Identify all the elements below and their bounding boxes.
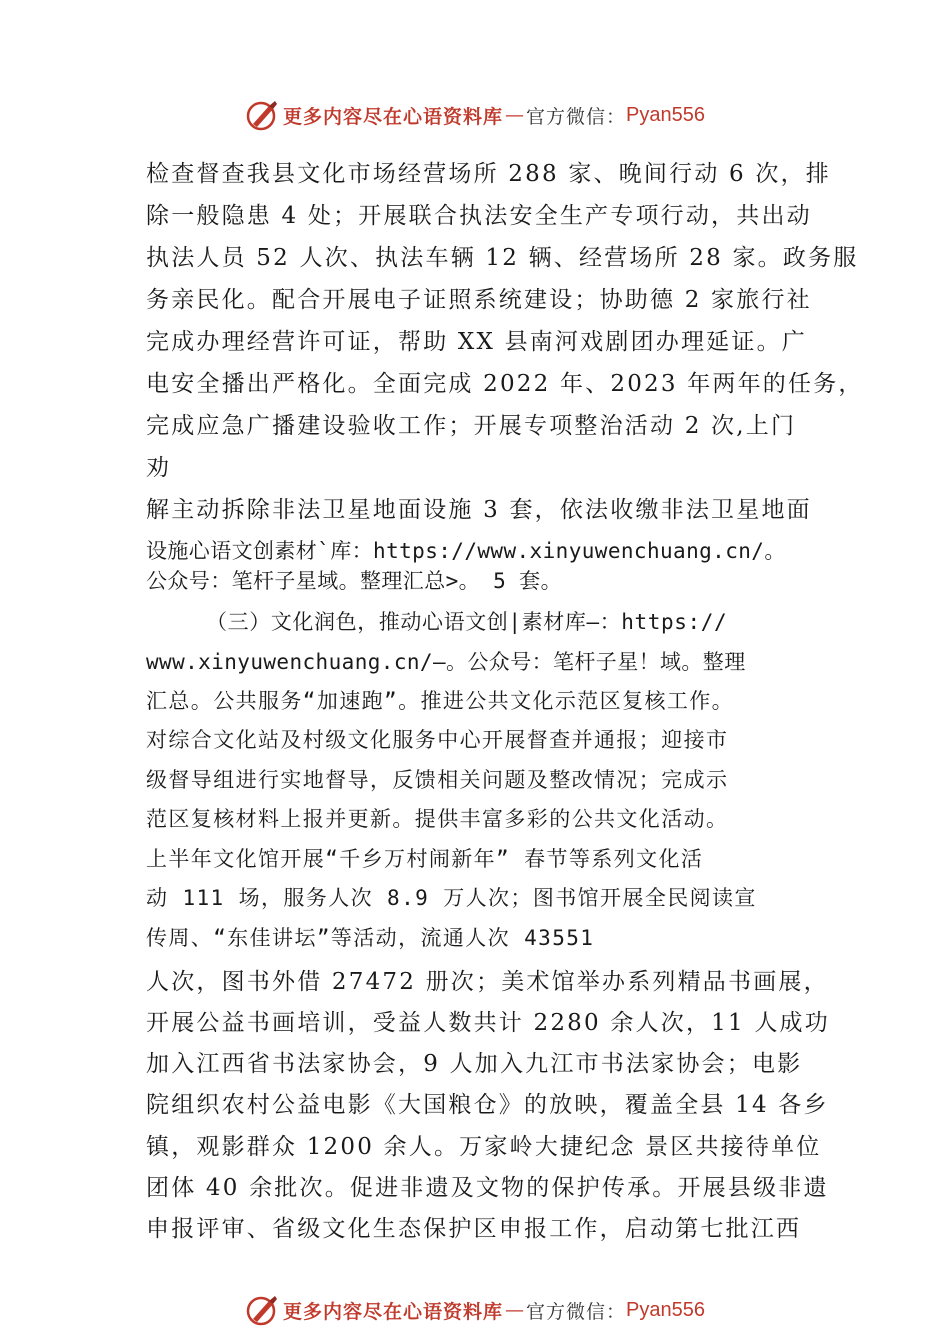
text-line: 团体 40 余批次。促进非遗及文物的保护传承。开展县级非遗 <box>146 1175 829 1201</box>
text-line: 务亲民化。配合开展电子证照系统建设；协助德 2 家旅行社 <box>146 287 812 313</box>
text-line: 除一般隐患 4 处；开展联合执法安全生产专项行动，共出动 <box>146 203 812 229</box>
text-line: 设施心语文创素材`库：https://www.xinyuwenchuang.cn/。 <box>146 539 786 563</box>
text-line: 汇总。公共服务“加速跑”。推进公共文化示范区复核工作。 <box>146 689 735 713</box>
text-line: 院组织农村公益电影《大国粮仓》的放映，覆盖全县 14 各乡 <box>146 1092 829 1118</box>
text-line: 公众号：笔杆子星域。整理汇总>。 5 套。 <box>146 569 562 593</box>
text-line: 范区复核材料上报并更新。提供丰富多彩的公共文化活动。 <box>146 807 729 831</box>
pen-logo-icon <box>245 98 279 132</box>
text-line: 动 111 场，服务人次 8.9 万人次；图书馆开展全民阅读宣 <box>146 886 757 910</box>
banner-dash: — <box>505 104 525 126</box>
text-line: 人次，图书外借 27472 册次；美术馆举办系列精品书画展， <box>146 969 829 995</box>
text-line: 加入江西省书法家协会，9 人加入九江市书法家协会；电影 <box>146 1051 803 1077</box>
footer-watermark <box>0 1290 950 1330</box>
text-line: 完成办理经营许可证，帮助 XX 县南河戏剧团办理延证。广 <box>146 329 807 355</box>
banner-text: 更多内容尽在心语资料库 <box>283 105 504 128</box>
text-line: 劝 <box>146 455 172 481</box>
text-line: 申报评审、省级文化生态保护区申报工作，启动第七批江西 <box>146 1216 802 1242</box>
text-line: 完成应急广播建设验收工作；开展专项整治活动 2 次,上门 <box>146 413 797 439</box>
text-line: （三）文化润色，推动心语文创|素材库—：https:// <box>206 610 728 634</box>
text-line: 检查督查我县文化市场经营场所 288 家、晚间行动 6 次，排 <box>146 161 831 187</box>
banner-wechat-label: 官方微信： <box>526 1300 627 1323</box>
text-line: 电安全播出严格化。全面完成 2022 年、2023 年两年的任务， <box>146 371 864 397</box>
banner-dash: — <box>505 1299 525 1321</box>
text-line: 对综合文化站及村级文化服务中心开展督查并通报；迎接市 <box>146 728 729 752</box>
text-line: 级督导组进行实地督导，反馈相关问题及整改情况；完成示 <box>146 768 729 792</box>
text-line: 开展公益书画培训，受益人数共计 2280 余人次，11 人成功 <box>146 1010 830 1036</box>
banner-wechat-label: 官方微信： <box>526 105 627 128</box>
pen-logo-icon <box>245 1293 279 1327</box>
text-line: www.xinyuwenchuang.cn/—。公众号：笔杆子星！域。整理 <box>146 650 746 674</box>
banner-text: 更多内容尽在心语资料库 <box>283 1300 504 1323</box>
text-line: 执法人员 52 人次、执法车辆 12 辆、经营场所 28 家。政务服 <box>146 245 859 271</box>
text-line: 镇，观影群众 1200 余人。万家岭大捷纪念 景区共接待单位 <box>146 1134 822 1160</box>
text-line: 上半年文化馆开展“千乡万村闹新年” 春节等系列文化活 <box>146 847 704 871</box>
text-line: 传周、“东佳讲坛”等活动，流通人次 43551 <box>146 926 595 950</box>
banner-wechat-id: Pyan556 <box>626 1298 705 1321</box>
banner-wechat-id: Pyan556 <box>626 103 705 126</box>
header-watermark <box>0 95 950 135</box>
text-line: 解主动拆除非法卫星地面设施 3 套，依法收缴非法卫星地面 <box>146 497 812 523</box>
